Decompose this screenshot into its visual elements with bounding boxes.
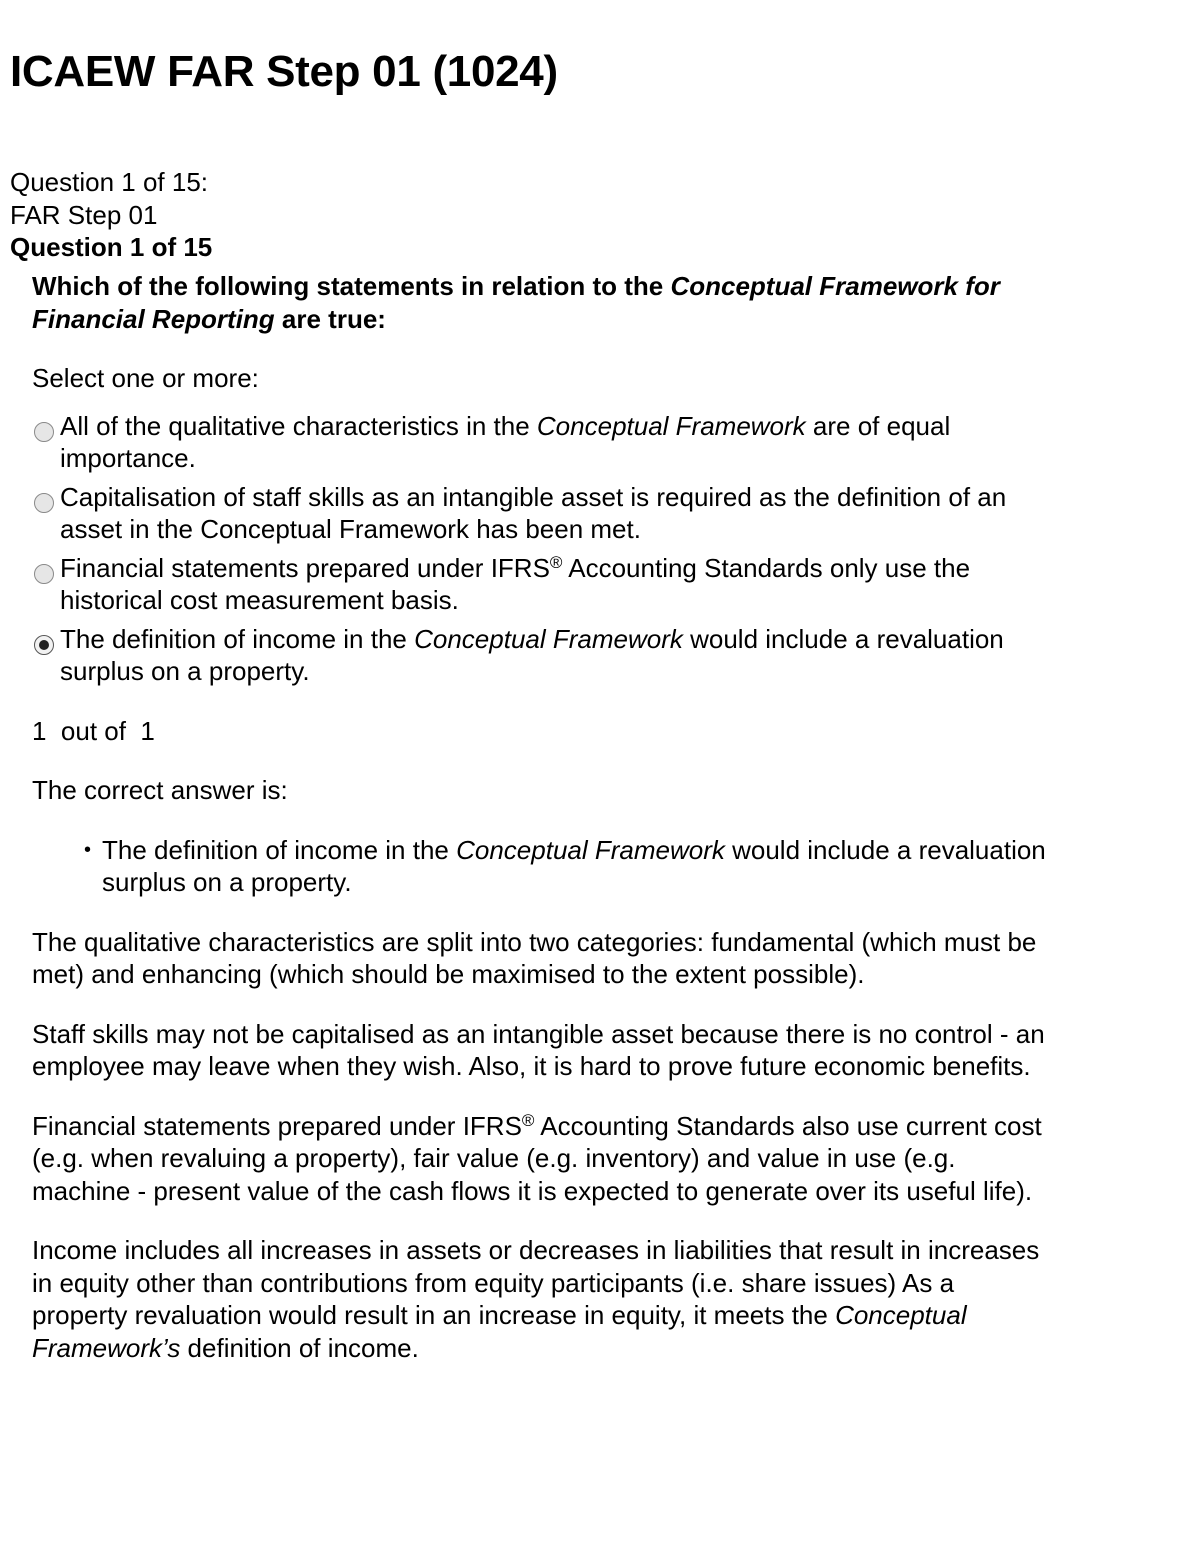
explanation-paragraph-4: Income includes all increases in assets or decreases in liabilities that result in increases in equity other than contributions from equity participants (i.e. share issues) As a property revaluation would result in an increase in equity, it meets the Conceptual Framework’s definition of income. — [32, 1235, 1040, 1363]
page-title: ICAEW FAR Step 01 (1024) — [10, 47, 558, 96]
radio-selected-dot — [39, 640, 49, 650]
question-info — [10, 166, 212, 264]
explanation-paragraph-2: Staff skills may not be capitalised as an intangible asset because there is no control - an employee may leave when they wish. Also, it is hard to prove future economic benefits. — [32, 1018, 1045, 1081]
explanation-paragraph-3: Financial statements prepared under IFRS® Accounting Standards also use current cost (e.g. when revaluing a property), fair value (e.g. inventory) and value in use (e.g. machine - present value of the cash flows it is expected to generate over its useful life). — [32, 1110, 1042, 1206]
question-text: Which of the following statements in relation to the Conceptual Framework for Financial Reporting are true: — [32, 271, 1000, 334]
option-3[interactable] — [32, 552, 1052, 617]
option-4-label[interactable]: The definition of income in the Conceptual Framework would include a revaluation surplus on a property. — [60, 623, 1004, 686]
option-4-radio[interactable] — [34, 635, 54, 655]
question-content — [32, 270, 1052, 1364]
option-1[interactable] — [32, 410, 1052, 475]
option-3-radio[interactable] — [34, 564, 54, 584]
correct-answer-label: The correct answer is: — [32, 775, 288, 805]
score: 1 out of 1 — [32, 715, 155, 746]
quiz-name: FAR Step 01 — [10, 199, 158, 230]
option-3-label[interactable]: Financial statements prepared under IFRS® Accounting Standards only use the historical cost measurement basis. — [60, 552, 971, 615]
question-counter: Question 1 of 15: — [10, 167, 209, 197]
option-2[interactable] — [32, 481, 1052, 546]
option-4[interactable] — [32, 623, 1052, 688]
select-prompt: Select one or more: — [32, 363, 259, 393]
option-2-label[interactable]: Capitalisation of staff skills as an intangible asset is required as the definition of an asset in the Conceptual Framework has been met. — [60, 481, 1007, 544]
question-heading: Question 1 of 15 — [10, 232, 213, 262]
answer-options — [32, 410, 1052, 688]
option-1-radio[interactable] — [34, 422, 54, 442]
option-1-label[interactable]: All of the qualitative characteristics in the Conceptual Framework are of equal importance. — [60, 410, 951, 473]
explanation-paragraph-1: The qualitative characteristics are split into two categories: fundamental (which must be met) and enhancing (which should be maximised to the extent possible). — [32, 926, 1037, 989]
correct-answer-item: • The definition of income in the Conceptual Framework would include a revaluation surplus on a property. — [84, 834, 1052, 899]
correct-answer-list — [32, 834, 1052, 899]
option-2-radio[interactable] — [34, 493, 54, 513]
